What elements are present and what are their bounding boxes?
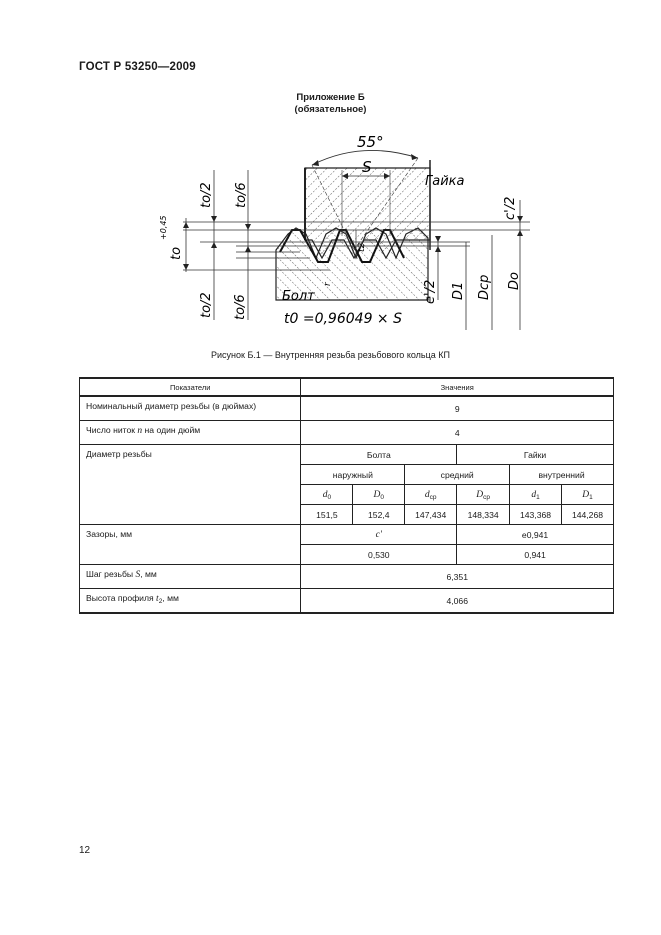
sym-D0: $D_0$ <box>353 485 405 505</box>
to6-bottom-label: to/6 <box>233 294 248 320</box>
table-row <box>80 396 614 421</box>
table-row <box>80 525 614 545</box>
nominal-value: 9 <box>301 396 614 421</box>
diam-value-d1: 143,368 <box>510 505 562 525</box>
header-values: Значения <box>301 378 614 396</box>
header-indicators: Показатели <box>80 378 301 396</box>
diam-value-dcp: 147,434 <box>405 505 457 525</box>
height-value: 4,066 <box>301 589 614 614</box>
e2-label: e'/2 <box>423 279 438 304</box>
bolt-label: Болт <box>282 289 315 304</box>
to-label: to <box>169 246 184 260</box>
sym-d0: $d_0$ <box>301 485 353 505</box>
formula-label: t0 =0,96049 × S <box>284 311 402 327</box>
angle-label: 55° <box>357 133 384 151</box>
pitch-label: Шаг резьбы S, мм <box>80 565 301 589</box>
pitch-value: 6,351 <box>301 565 614 589</box>
table-row <box>80 421 614 445</box>
appendix-status: (обязательное) <box>294 104 367 115</box>
threads-label: Число ниток n на один дюйм <box>80 421 301 445</box>
pitch-label: S <box>362 158 372 176</box>
page-number: 12 <box>79 845 91 856</box>
bolt-header: Болта <box>301 445 457 465</box>
table-row <box>80 565 614 589</box>
do-label: Do <box>507 272 522 290</box>
middle-header: средний <box>405 465 510 485</box>
gap-e-symbol: e0,941 <box>457 525 614 545</box>
table-row <box>80 445 614 465</box>
appendix-title: Приложение Б <box>296 92 365 103</box>
to6-top-label: to/6 <box>234 182 249 208</box>
gap-e-value: 0,941 <box>457 545 614 565</box>
diam-value-d0: 151,5 <box>301 505 353 525</box>
sym-D1: $D_1$ <box>562 485 614 505</box>
standard-header: ГОСТ Р 53250—2009 <box>79 61 196 73</box>
d1-label: D1 <box>451 281 466 300</box>
diam-value-D0: 152,4 <box>353 505 405 525</box>
gap-c-value: 0,530 <box>301 545 457 565</box>
nut-header: Гайки <box>457 445 614 465</box>
thread-spec-table <box>79 377 614 614</box>
threads-value: 4 <box>301 421 614 445</box>
table-row <box>80 589 614 614</box>
sym-d1: $d_1$ <box>510 485 562 505</box>
diameter-label: Диаметр резьбы <box>80 445 301 525</box>
r-label: r <box>323 282 333 286</box>
nut-label: Гайка <box>425 174 465 189</box>
sym-Dcp: $D_{ср}$ <box>457 485 510 505</box>
dcp-label: Dcp <box>477 274 492 300</box>
c2-label: c'/2 <box>503 196 518 220</box>
t2-label: t2 <box>357 242 367 252</box>
inner-header: внутренний <box>510 465 614 485</box>
table-header-row <box>80 378 614 396</box>
nominal-label: Номинальный диаметр резьбы (в дюймах) <box>80 396 301 421</box>
diam-value-Dcp: 148,334 <box>457 505 510 525</box>
diam-value-D1: 144,268 <box>562 505 614 525</box>
gaps-label: Зазоры, мм <box>80 525 301 565</box>
gap-c-symbol: c' <box>301 525 457 545</box>
figure-caption: Рисунок Б.1 — Внутренняя резьба резьбового кольца КП <box>211 350 450 360</box>
outer-header: наружный <box>301 465 405 485</box>
to2-bottom-label: to/2 <box>199 292 214 318</box>
sym-dcp: $d_{ср}$ <box>405 485 457 505</box>
height-label: Высота профиля $t_2$, мм <box>80 589 301 614</box>
to2-top-label: to/2 <box>199 182 214 208</box>
tolerance-label: +0,45 <box>159 215 168 240</box>
thread-profile-drawing <box>150 124 530 339</box>
